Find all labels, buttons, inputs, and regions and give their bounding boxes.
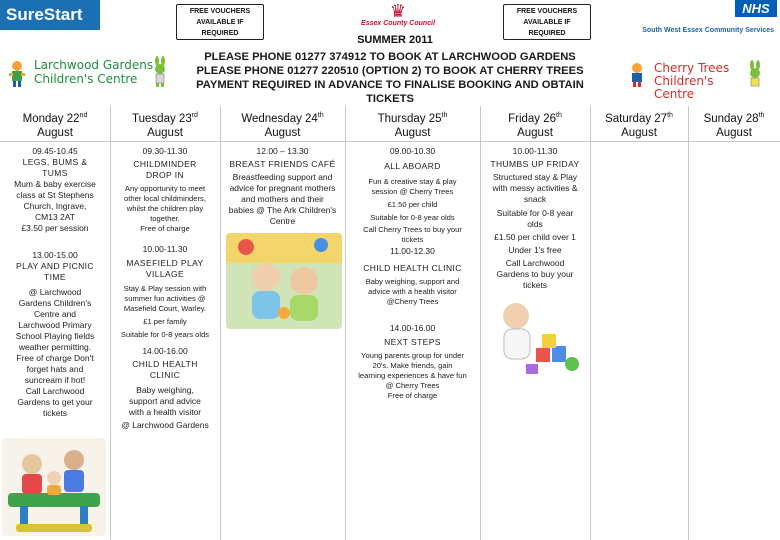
header-row-divider xyxy=(0,141,780,142)
rabbit-icon xyxy=(150,56,170,88)
event-title: NEXT STEPS xyxy=(384,337,441,347)
column-divider xyxy=(688,106,689,540)
event-thumbs-up-friday xyxy=(482,146,588,291)
event-detail: Baby weighing, support and xyxy=(365,277,460,286)
event-detail: Stay & Play session with xyxy=(123,284,207,293)
voucher-badge-right: FREE VOUCHERS AVAILABLE IF REQUIRED xyxy=(503,4,591,40)
event-time: 09.00-10.30 xyxy=(389,146,436,156)
event-detail: Centre and xyxy=(33,309,77,319)
event-detail: whilst the children play xyxy=(126,204,204,213)
essex-county-council-logo xyxy=(358,2,438,27)
event-next-steps xyxy=(347,323,478,401)
event-childminder-drop-in xyxy=(112,146,218,234)
nhs-logo: NHS xyxy=(735,0,777,17)
event-detail: CM13 2AT xyxy=(35,212,75,222)
event-title: CHILD HEALTH xyxy=(132,359,198,369)
phone-cherry-trees: PLEASE PHONE 01277 220510 (OPTION 2) TO BOOK AT CHERRY TREES xyxy=(196,65,584,77)
event-title: MASEFIELD PLAY xyxy=(126,258,204,268)
event-title: VILLAGE xyxy=(145,269,185,279)
council-name: Essex County Council xyxy=(361,20,435,27)
event-detail: Call Larchwood xyxy=(25,386,85,396)
column-divider xyxy=(480,106,481,540)
children-playing-photo xyxy=(2,438,106,536)
event-time: 10.00-11.30 xyxy=(512,146,558,156)
event-title: TUMS xyxy=(42,168,68,178)
event-detail: advice for pregnant mothers xyxy=(229,183,336,193)
larchwood-name-line1: Larchwood Gardens xyxy=(34,58,154,72)
event-detail: Masefield Court, Warley. xyxy=(123,304,207,313)
event-detail: Young parents group for under xyxy=(361,351,464,360)
community-services-label: South West Essex Community Services xyxy=(642,27,774,34)
event-detail: Call Cherry Trees to buy your xyxy=(363,225,462,234)
event-detail: Fun & creative stay & play xyxy=(368,177,457,186)
event-time: 09.30-11.30 xyxy=(142,146,188,156)
event-detail: with a health visitor xyxy=(128,407,202,417)
event-detail: tickets xyxy=(401,235,424,244)
event-detail: tickets xyxy=(42,408,68,418)
larchwood-gardens-logo xyxy=(4,56,170,90)
day-header-saturday: Saturday 27th August xyxy=(605,112,673,139)
event-detail: support and advice xyxy=(129,396,201,406)
event-time: 12.00 – 13.30 xyxy=(256,146,309,156)
day-header-sunday: Sunday 28th August xyxy=(703,112,765,139)
event-title: LEGS, BUMS & xyxy=(22,157,88,167)
event-detail: Church, Ingrave, xyxy=(23,201,87,211)
event-time: 09.45-10.45 xyxy=(32,146,78,156)
event-detail: Structured stay & Play xyxy=(492,172,578,182)
event-title: BREAST FRIENDS CAFÉ xyxy=(229,159,336,169)
event-all-aboard xyxy=(347,146,478,245)
event-detail: @ Larchwood xyxy=(28,287,82,297)
event-detail: £1.50 per child over 1 xyxy=(494,232,576,242)
payment-notice-cont: TICKETS xyxy=(366,93,414,105)
day-header-wednesday: Wednesday 24th August xyxy=(241,112,324,139)
event-child-health-clinic xyxy=(112,346,218,431)
summer-title: SUMMER 2011 xyxy=(357,34,433,46)
event-detail: Baby weighing, xyxy=(136,385,194,395)
event-detail: Gardens to get your xyxy=(17,397,93,407)
larchwood-name-line2: Children's Centre xyxy=(34,72,138,86)
event-detail: Centre xyxy=(269,216,296,226)
event-detail: snack xyxy=(523,194,547,204)
event-detail: learning experiences & have fun xyxy=(358,371,467,380)
event-detail: weather permitting. xyxy=(18,342,92,352)
rabbit-icon xyxy=(746,60,764,90)
event-detail: session @ Cherry Trees xyxy=(371,187,454,196)
day-header-friday: Friday 26th August xyxy=(508,112,562,139)
child-figure-icon xyxy=(4,60,30,88)
phone-larchwood: PLEASE PHONE 01277 374912 TO BOOK AT LARCHWOOD GARDENS xyxy=(204,51,576,63)
event-title: CHILD HEALTH CLINIC xyxy=(363,263,462,273)
event-title: DROP IN xyxy=(145,170,185,180)
event-detail: together. xyxy=(150,214,180,223)
event-legs-bums-tums xyxy=(2,146,108,234)
cherry-name-line1: Cherry Trees xyxy=(654,61,730,75)
event-child-health-clinic-cherry xyxy=(347,246,478,307)
event-detail: forget hats and xyxy=(26,364,84,374)
event-title: CHILDMINDER xyxy=(133,159,197,169)
day-header-monday: Monday 22nd August xyxy=(22,112,88,139)
event-detail: Larchwood Primary xyxy=(18,320,92,330)
event-time: 14.00-16.00 xyxy=(142,346,188,356)
babies-playing-photo xyxy=(226,233,342,329)
event-detail: Mum & baby exercise xyxy=(14,179,96,189)
event-detail: Suitable for 0-8 year olds xyxy=(370,213,455,222)
event-detail: @Cherry Trees xyxy=(386,297,439,306)
cherry-trees-logo xyxy=(626,60,752,101)
event-detail: with messy activities & xyxy=(492,183,578,193)
event-detail: Breastfeeding support and xyxy=(232,172,333,182)
event-detail: 20's. Make friends, gain xyxy=(372,361,453,370)
event-detail: £3.50 per session xyxy=(21,223,89,233)
event-detail: class at St Stephens xyxy=(16,190,94,200)
event-masefield-play-village xyxy=(112,244,218,340)
event-detail: Suitable for 0-8 year xyxy=(496,208,574,218)
council-crest-icon: ♛ xyxy=(389,1,407,21)
payment-notice: PAYMENT REQUIRED IN ADVANCE TO FINALISE BOOKING AND OBTAIN xyxy=(196,79,584,91)
surestart-logo: SureStart xyxy=(0,0,100,30)
event-detail: @ Larchwood Gardens xyxy=(121,420,209,430)
column-divider xyxy=(110,106,111,540)
event-detail: Gardens Children's xyxy=(18,298,92,308)
event-detail: suncream if hot! xyxy=(24,375,86,385)
day-header-thursday: Thursday 25th August xyxy=(377,112,448,139)
column-divider xyxy=(590,106,591,540)
event-detail: olds xyxy=(527,219,543,229)
event-detail: advice with a health visitor xyxy=(368,287,457,296)
event-detail: Suitable for 0-8 years olds xyxy=(120,330,210,339)
day-header-tuesday: Tuesday 23rd August xyxy=(132,112,198,139)
event-detail: Gardens to buy your xyxy=(496,269,574,279)
event-breast-friends-cafe xyxy=(222,146,343,227)
column-divider xyxy=(220,106,221,540)
event-detail: tickets xyxy=(522,280,548,290)
event-detail: £1 per family xyxy=(143,317,187,326)
event-title: THUMBS UP FRIDAY xyxy=(490,159,580,169)
event-time: 14.00-16.00 xyxy=(389,323,436,333)
voucher-badge-left: FREE VOUCHERS AVAILABLE IF REQUIRED xyxy=(176,4,264,40)
child-figure-icon xyxy=(626,62,648,88)
event-title: CLINIC xyxy=(149,370,181,380)
event-detail: Any opportunity to meet xyxy=(124,184,206,193)
event-detail: Under 1's free xyxy=(508,245,562,255)
event-time: 13.00-15.00 xyxy=(32,250,78,260)
event-detail: babies @ The Ark Children's xyxy=(228,205,337,215)
column-divider xyxy=(345,106,346,540)
event-detail: Free of charge xyxy=(387,391,438,400)
event-title: ALL ABOARD xyxy=(384,161,441,171)
event-detail: and mothers and their xyxy=(241,194,324,204)
event-detail: Call Larchwood xyxy=(505,258,565,268)
event-detail: other local childminders, xyxy=(124,194,206,203)
cherry-name-line2: Children's Centre xyxy=(654,74,714,101)
event-detail: @ Cherry Trees xyxy=(385,381,440,390)
event-title: TIME xyxy=(44,272,66,282)
event-detail: summer fun activities @ xyxy=(124,294,206,303)
event-play-and-picnic xyxy=(2,250,108,419)
event-detail: School Playing fields xyxy=(15,331,95,341)
event-detail: Free of charge xyxy=(140,224,190,233)
event-title: PLAY AND PICNIC xyxy=(16,261,94,271)
event-detail: £1.50 per child xyxy=(387,200,438,209)
event-detail: Free of charge Don't xyxy=(16,353,94,363)
toddler-with-toys-photo xyxy=(486,296,586,378)
event-time: 11.00-12.30 xyxy=(390,246,435,256)
event-time: 10.00-11.30 xyxy=(142,244,188,254)
